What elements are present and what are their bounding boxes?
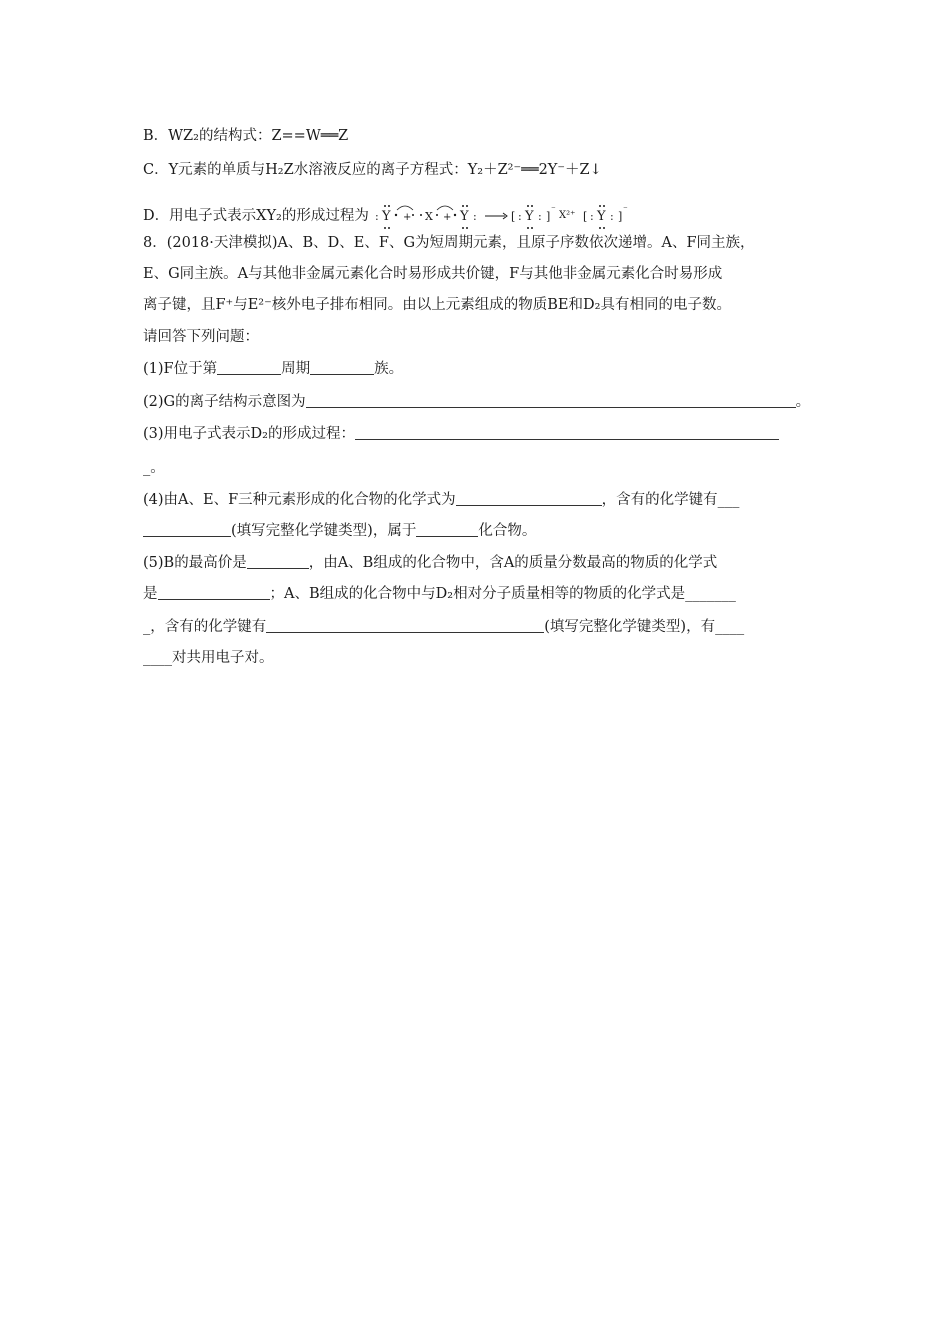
answer-blank[interactable] [310, 360, 374, 375]
part-5-line-4: ____对共用电子对。 [143, 650, 274, 666]
part-1-text-b: 周期 [281, 361, 311, 377]
part-4-text-c: (填写完整化学键类型)，属于 [231, 523, 417, 539]
svg-text:+: + [403, 212, 412, 223]
part-3 [143, 424, 779, 444]
svg-text:]: ] [546, 210, 551, 223]
y-left-label: Y [382, 209, 392, 224]
svg-text::: : [590, 210, 595, 223]
answer-blank[interactable] [247, 554, 309, 569]
answer-blank[interactable] [416, 522, 478, 537]
part-5-text-d: ；A、B组成的化合物中与D₂相对分子质量相等的物质的化学式是_______ [269, 586, 736, 602]
part-5-text-a: (5)B的最高价是 [143, 555, 247, 571]
option-c: C．Y元素的单质与H₂Z水溶液反应的离子方程式：Y₂＋Z²⁻══2Y⁻＋Z↓ [143, 162, 602, 178]
part-1-text-a: (1)F位于第 [143, 361, 218, 377]
y-right-label: Y [460, 209, 470, 224]
svg-text:[: [ [511, 210, 516, 223]
part-4-text-a: (4)由A、E、F三种元素形成的化合物的化学式为 [143, 492, 456, 508]
product-y1-label: Y [525, 209, 535, 224]
svg-text:+: + [443, 212, 452, 223]
charge-1: ⁻ [551, 205, 557, 215]
svg-text::: : [473, 210, 478, 223]
part-5-text-b: ，由A、B组成的化合物中，含A的质量分数最高的物质的化学式 [308, 555, 718, 571]
x-center-label: X [425, 210, 434, 223]
svg-text::: : [375, 210, 380, 223]
answer-blank[interactable] [158, 585, 270, 600]
part-5-line-1 [143, 553, 717, 573]
charge-2: ⁻ [623, 205, 629, 215]
svg-text:]: ] [618, 210, 623, 223]
part-3-cont: _。 [143, 460, 165, 476]
part-4-line-2 [143, 521, 536, 541]
part-1-text-c: 族。 [374, 361, 404, 377]
option-d-text: D．用电子式表示XY₂的形成过程为 [143, 208, 369, 224]
part-2-text-b: 。 [795, 394, 811, 410]
question-8-line-2: E、G同主族。A与其他非金属元素化合时易形成共价键，F与其他非金属元素化合时易形成 [143, 266, 723, 282]
svg-text::: : [518, 210, 523, 223]
part-5-text-c: 是 [143, 586, 158, 602]
part-4-text-b: ，含有的化学键有___ [601, 492, 740, 508]
svg-text:[: [ [583, 210, 588, 223]
part-5-line-3 [143, 617, 744, 637]
part-4-text-d: 化合物。 [478, 523, 537, 539]
answer-blank[interactable] [143, 522, 231, 537]
option-d [143, 200, 643, 232]
part-5-text-e: _，含有的化学键有 [143, 619, 267, 635]
part-2-text-a: (2)G的离子结构示意图为 [143, 394, 306, 410]
svg-text::: : [610, 210, 615, 223]
answer-blank[interactable] [456, 491, 602, 506]
question-8-line-3: 离子键，且F⁺与E²⁻核外电子排布相同。由以上元素组成的物质BE和D₂具有相同的电子数。 [143, 297, 731, 313]
answer-blank[interactable] [266, 618, 544, 633]
part-1 [143, 359, 403, 379]
part-3-text-a: (3)用电子式表示D₂的形成过程： [143, 426, 355, 442]
answer-blank[interactable] [217, 360, 281, 375]
part-5-text-f: (填写完整化学键类型)，有____ [544, 619, 745, 635]
answer-blank[interactable] [355, 425, 779, 440]
question-8-line-1: 8．(2018·天津模拟)A、B、D、E、F、G为短周期元素，且原子序数依次递增。A、F同主族， [143, 235, 755, 251]
answer-blank[interactable] [306, 393, 796, 408]
product-y2-label: Y [597, 209, 607, 224]
option-b: B．WZ₂的结构式：Z==W══Z [143, 128, 349, 144]
svg-text::: : [538, 210, 543, 223]
part-2 [143, 392, 810, 412]
part-4-line-1 [143, 490, 739, 510]
product-x-label: X²⁺ [559, 210, 576, 221]
question-8-line-4: 请回答下列问题： [143, 329, 259, 345]
part-5-line-2 [143, 584, 736, 604]
electron-formula-diagram [373, 200, 643, 232]
